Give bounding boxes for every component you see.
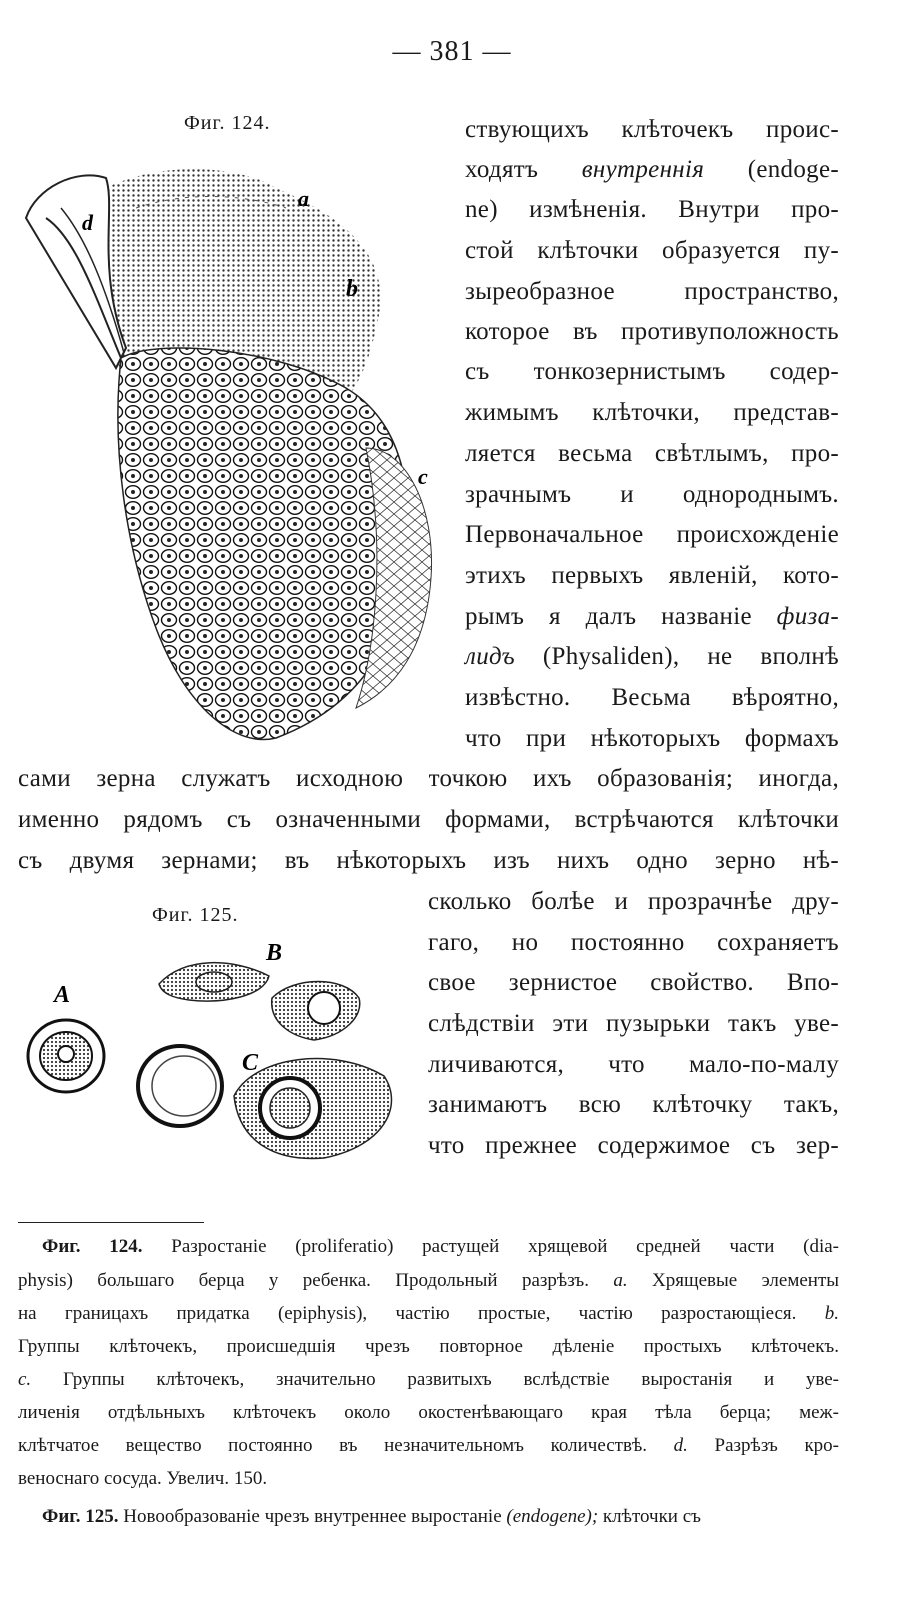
caption-line: Фиг. 125. Новообразованіе чрезъ внутреннее выростаніе (endogene); клѣточки съ [42, 1506, 701, 1527]
caption-line: Фиг. 124. Разростаніе (proliferatio) растущей хрящевой средней части (dia- [42, 1236, 839, 1257]
body-line: сколько болѣе и прозрачнѣе дру- [428, 888, 839, 915]
figure-125-letter-C: C [242, 1050, 259, 1076]
body-line: зыреобразное пространство, [465, 278, 839, 305]
body-line: лидъ (Physaliden), не вполнѣ [465, 643, 839, 670]
body-line: сами зерна служатъ исходною точкою ихъ образованія; иногда, [18, 765, 839, 792]
body-line: съ тонкозернистымъ содер- [465, 358, 839, 385]
body-line: занимаютъ всю клѣточку такъ, [428, 1091, 839, 1118]
caption-line: Группы клѣточекъ, происшедшія чрезъ повторное дѣленіе простыхъ клѣточекъ. [18, 1336, 839, 1357]
body-line: зрачнымъ и однороднымъ. [465, 481, 839, 508]
body-line: ляется весьма свѣтлымъ, про- [465, 440, 839, 467]
body-line: слѣдствіи эти пузырьки такъ уве- [428, 1010, 839, 1037]
figure-125-letter-A: A [54, 982, 71, 1008]
caption-line: c. Группы клѣточекъ, значительно развитыхъ вслѣдствіе выростанія и уве- [18, 1369, 840, 1390]
body-line: стой клѣточки образуется пу- [465, 237, 839, 264]
body-line: именно рядомъ съ означенными формами, встрѣчаются клѣточки [18, 806, 839, 833]
body-line: этихъ первыхъ явленій, кото- [465, 562, 839, 589]
body-line: рымъ я далъ названіе физа- [465, 603, 839, 630]
body-line: свое зернистое свойство. Впо- [428, 969, 839, 996]
caption-line: physis) большаго берца у ребенка. Продольный разрѣзъ. a. Хрящевые элементы [18, 1270, 840, 1291]
body-line: ходятъ внутреннія (endoge- [465, 156, 839, 183]
body-line: ne) измѣненія. Внутри про- [465, 196, 839, 223]
figure-124-letter-c: c [418, 464, 428, 489]
figure-125-label: Фиг. 125. [152, 904, 239, 926]
figure-124-label: Фиг. 124. [184, 112, 271, 134]
body-line: извѣстно. Весьма вѣроятно, [465, 684, 839, 711]
body-line: жимымъ клѣточки, представ- [465, 399, 839, 426]
caption-line: веноснаго сосуда. Увелич. 150. [18, 1468, 268, 1489]
figure-124-letter-b: b [346, 276, 358, 302]
page-number: — 381 — [392, 36, 512, 67]
figure-124-letter-a: a [298, 186, 309, 211]
body-line: ствующихъ клѣточекъ проис- [465, 116, 839, 143]
caption-line: личенія отдѣльныхъ клѣточекъ около окостенѣвающаго края тѣла берца; меж- [18, 1402, 839, 1423]
figure-124-letter-d: d [82, 210, 93, 235]
figure-124-illustration [16, 148, 442, 748]
caption-line: клѣтчатое вещество постоянно въ незначительномъ количествѣ. d. Разрѣзъ кро- [18, 1435, 840, 1456]
footnote-divider [18, 1222, 204, 1223]
body-line: что прежнее содержимое съ зер- [428, 1132, 839, 1159]
body-line: съ двумя зернами; въ нѣкоторыхъ изъ нихъ одно зерно нѣ- [18, 847, 839, 874]
figure-125-illustration [14, 936, 404, 1166]
figure-125-letter-B: B [266, 940, 283, 966]
body-line: что при нѣкоторыхъ формахъ [465, 725, 839, 752]
body-line: личиваются, что мало-по-малу [428, 1051, 839, 1078]
body-line: гаго, но постоянно сохраняетъ [428, 929, 839, 956]
caption-line: на границахъ придатка (epiphysis), частію простые, частію разростающіеся. b. [18, 1303, 840, 1324]
body-line: которое въ противуположность [465, 318, 839, 345]
body-line: Первоначальное происхожденіе [465, 521, 839, 548]
